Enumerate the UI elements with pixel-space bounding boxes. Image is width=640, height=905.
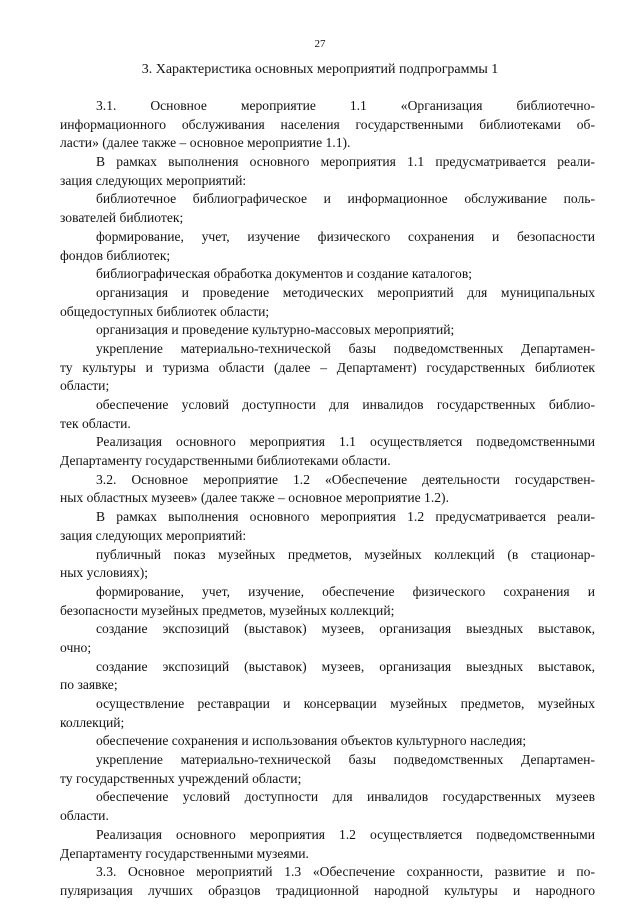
text-line: зация следующих мероприятий: bbox=[60, 172, 247, 188]
text-line: ту государственных учреждений области; bbox=[60, 770, 302, 786]
text-line: обеспечение условий доступности для инвалидов государственных музеев bbox=[96, 789, 595, 805]
text-line: обеспечение сохранения и использования объектов культурного наследия; bbox=[96, 733, 527, 749]
text-line: области. bbox=[60, 808, 109, 824]
text-line: общедоступных библиотек области; bbox=[60, 303, 270, 319]
text-line: ных областных музеев» (далее также – основное мероприятие 1.2). bbox=[60, 490, 449, 506]
text-line: обеспечение условий доступности для инвалидов государственных библио- bbox=[96, 397, 595, 412]
text-line: безопасности музейных предметов, музейных коллекций; bbox=[60, 602, 395, 618]
body-text bbox=[60, 97, 595, 901]
text-line: В рамках выполнения основного мероприятия 1.1 предусматривается реали- bbox=[96, 154, 595, 170]
text-line: публичный показ музейных предметов, музейных коллекций (в стационар- bbox=[96, 546, 595, 562]
text-line: ласти» (далее также – основное мероприятие 1.1). bbox=[60, 135, 351, 151]
text-line: организация и проведение методических мероприятий для муниципальных bbox=[96, 284, 595, 300]
section-heading: 3. Характеристика основных мероприятий подпрограммы 1 bbox=[141, 62, 499, 77]
text-line: ных условиях); bbox=[60, 565, 149, 581]
text-line: тек области. bbox=[60, 415, 131, 431]
text-line: фондов библиотек; bbox=[60, 247, 171, 263]
text-line: 3.2. Основное мероприятие 1.2 «Обеспечение деятельности государствен- bbox=[96, 471, 595, 487]
text-line: создание экспозиций (выставок) музеев, организация выездных выставок, bbox=[96, 621, 595, 637]
text-line: библиотечное библиографическое и информационное обслуживание поль- bbox=[96, 191, 595, 207]
text-line: Реализация основного мероприятия 1.2 осуществляется подведомственными bbox=[96, 826, 595, 842]
text-line: укрепление материально-технической базы подведомственных Департамен- bbox=[96, 752, 595, 768]
text-line: очно; bbox=[60, 639, 92, 655]
text-line: пуляризация лучших образцов традиционной народной культуры и народного bbox=[60, 882, 595, 898]
text-line: формирование, учет, изучение, обеспечение физического сохранения и bbox=[96, 583, 595, 599]
text-line: Реализация основного мероприятия 1.1 осуществляется подведомственными bbox=[96, 434, 595, 450]
text-line: 3.1. Основное мероприятие 1.1 «Организация библиотечно- bbox=[96, 98, 595, 113]
text-line: укрепление материально-технической базы подведомственных Департамен- bbox=[96, 340, 595, 356]
text-line: области; bbox=[60, 378, 110, 394]
text-line: зователей библиотек; bbox=[60, 210, 184, 226]
text-line: создание экспозиций (выставок) музеев, организация выездных выставок, bbox=[96, 658, 595, 674]
text-line: организация и проведение культурно-массовых мероприятий; bbox=[96, 322, 455, 338]
text-line: коллекций; bbox=[60, 714, 125, 730]
text-line: зация следующих мероприятий: bbox=[60, 527, 247, 543]
text-line: Департаменту государственными библиотеками области. bbox=[60, 453, 391, 469]
text-line: ту культуры и туризма области (далее – Департамент) государственных библиотек bbox=[60, 359, 595, 375]
text-line: формирование, учет, изучение физического сохранения и безопасности bbox=[96, 228, 595, 244]
text-line: 3.3. Основное мероприятий 1.3 «Обеспечение сохранности, развитие и по- bbox=[96, 864, 595, 880]
text-line: библиографическая обработка документов и создание каталогов; bbox=[96, 266, 473, 282]
text-line: Департаменту государственными музеями. bbox=[60, 845, 309, 861]
text-line: осуществление реставрации и консервации музейных предметов, музейных bbox=[96, 696, 595, 711]
text-line: по заявке; bbox=[60, 677, 118, 693]
text-line: В рамках выполнения основного мероприятия 1.2 предусматривается реали- bbox=[96, 509, 595, 525]
text-line: информационного обслуживания населения государственными библиотеками об- bbox=[60, 116, 595, 132]
page-number: 27 bbox=[314, 38, 326, 50]
